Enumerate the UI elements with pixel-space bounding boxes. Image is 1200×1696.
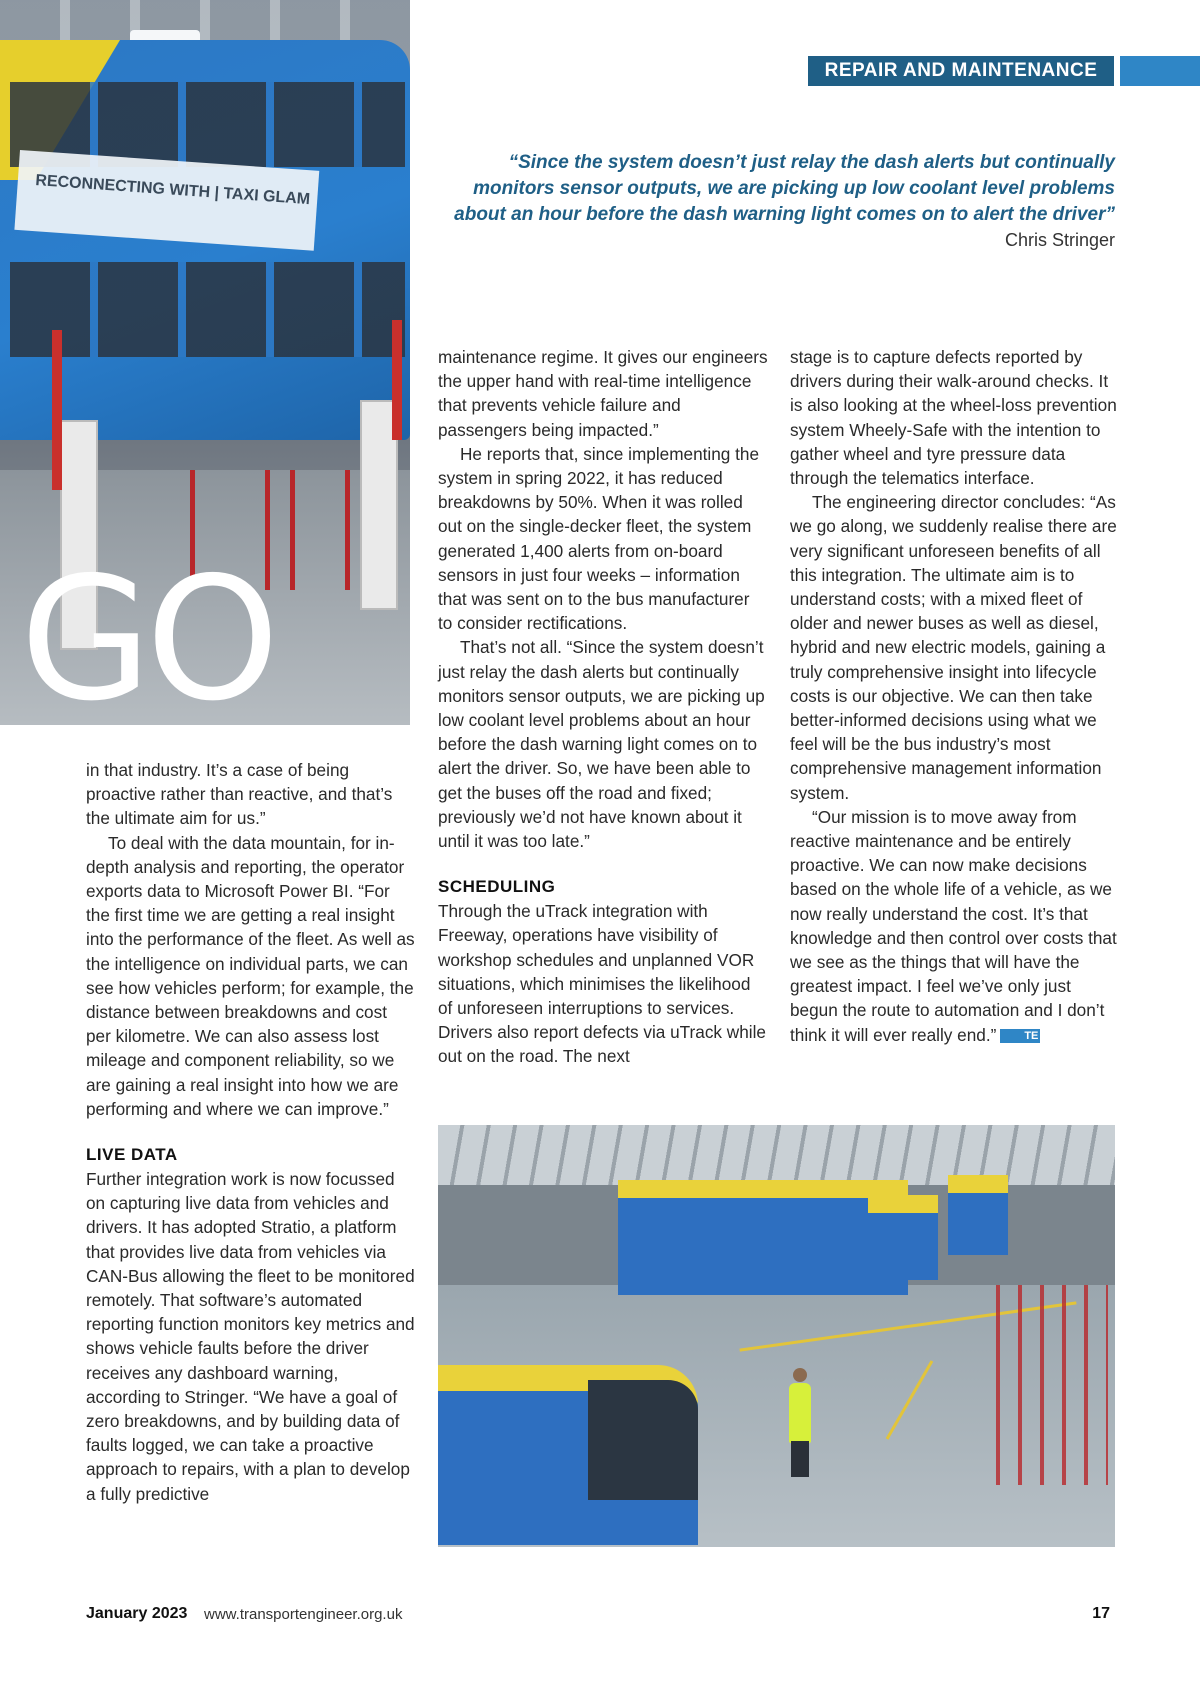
double-decker-bus: [868, 1195, 938, 1280]
worker-legs: [791, 1441, 809, 1477]
bus-lower-windows: [10, 262, 405, 357]
pull-quote-line: about an hour before the dash warning light comes on to alert the driver”: [454, 204, 1115, 225]
axle-stand: [290, 470, 350, 590]
red-axle-stands: [978, 1285, 1108, 1485]
vehicle-lift-column: [52, 330, 62, 490]
subheading-scheduling: SCHEDULING: [438, 877, 556, 897]
worker-hi-vis: [789, 1383, 811, 1443]
column-left: [86, 758, 416, 1506]
paragraph: To deal with the data mountain, for in-depth analysis and reporting, the operator exports data to Microsoft Power BI. “For the first time we are getting a real insight into the performance of the fleet. As well as the intelligence on individual parts, we can see how vehicles perform; for example, the distance between breakdowns and cost per kilometre. We can also assess lost mileage and component reliability, so we are gaining a real insight into how we are performing and where we can improve.”: [86, 832, 415, 1119]
column-middle: [438, 345, 768, 1069]
pull-quote-attribution: Chris Stringer: [1004, 230, 1115, 250]
te-end-mark-icon: TE: [1000, 1029, 1040, 1043]
pull-quote-line: monitors sensor outputs, we are picking up low coolant level problems: [473, 178, 1115, 199]
pull-quote-line: “Since the system doesn’t just relay the dash alerts but continually: [508, 152, 1115, 173]
paragraph: The engineering director concludes: “As we go along, we suddenly realise there are very significant unforeseen benefits of all this integration. The ultimate aim is to understand costs; with a mixed fleet of older and newer buses as well as diesel, hybrid and new electric models, gaining a truly comprehensive insight into lifecycle costs is our objective. We can then take better-informed decisions using what we feel will be the bus industry’s most comprehensive management information system.: [790, 492, 1117, 803]
page-number: 17: [1092, 1605, 1110, 1622]
paragraph: That’s not all. “Since the system doesn’t just relay the dash alerts but continually monitors sensor outputs, we are picking up low coolant level problems about an hour before the dash warning light comes on to alert the driver. So, we have been able to get the buses off the road and fixed; previously we’d not have known about it until it was too late.”: [438, 637, 765, 852]
photo-bus-depot: [438, 1125, 1115, 1547]
vehicle-lift-column: [392, 320, 402, 440]
section-tag: REPAIR AND MAINTENANCE: [808, 56, 1114, 86]
column-right: [790, 345, 1120, 1047]
paragraph: stage is to capture defects reported by drivers during their walk-around checks. It is also looking at the wheel-loss prevention system Wheely-Safe with the intention to gather wheel and tyre pressure data through the telematics interface.: [790, 347, 1117, 489]
drop-cap-go: GO: [20, 541, 274, 739]
footer-date: January 2023: [86, 1605, 188, 1622]
paragraph-final: [790, 805, 1120, 1047]
pull-quote: [420, 150, 1115, 228]
double-decker-bus: [618, 1180, 908, 1295]
paragraph: in that industry. It’s a case of being proactive rather than reactive, and that’s the ultimate aim for us.”: [86, 760, 393, 829]
bus-advert-text: RECONNECTING WITH | TAXI GLAM: [34, 172, 311, 209]
paragraph: maintenance regime. It gives our engineers the upper hand with real-time intelligence that prevents vehicle failure and passengers being impacted.”: [438, 347, 768, 440]
paragraph: Through the uTrack integration with Freeway, operations have visibility of workshop schedules and unplanned VOR situations, which minimises the likelihood of unforeseen interruptions to services. Drivers also report defects via uTrack while out on the road. The next: [438, 901, 766, 1067]
double-decker-bus: [948, 1175, 1008, 1255]
footer-url[interactable]: www.transportengineer.org.uk: [204, 1606, 403, 1623]
paragraph-text: “Our mission is to move away from reactive maintenance and be entirely proactive. We can now make decisions based on the whole life of a vehicle, as we now really understand the cost. It’s that knowledge and then control over costs that we see as the things that will have the greatest impact. I feel we’ve only just begun the route to automation and I don’t think it will ever really end.”: [790, 806, 1117, 1045]
worker-head: [793, 1368, 807, 1382]
section-tag-accent: [1120, 56, 1200, 86]
paragraph: He reports that, since implementing the system in spring 2022, it has reduced breakdowns by 50%. When it was rolled out on the single-decker fleet, the system generated 1,400 alerts from on-board sensors in just four weeks – information that was sent on to the bus manufacturer to consider rectifications.: [438, 443, 760, 634]
bus-windscreen: [588, 1380, 698, 1500]
subheading-live-data: LIVE DATA: [86, 1145, 178, 1165]
paragraph: Further integration work is now focussed on capturing live data from vehicles and drivers. It has adopted Stratio, a platform that provides live data from vehicles via CAN-Bus allowing the fleet to be monitored remotely. That software’s automated reporting function monitors key metrics and shows vehicle faults before the driver receives any dashboard warning, according to Stringer. “We have a goal of zero breakdowns, and by building data of faults logged, we can take a proactive approach to repairs, with a plan to develop a fully predictive: [86, 1169, 415, 1504]
